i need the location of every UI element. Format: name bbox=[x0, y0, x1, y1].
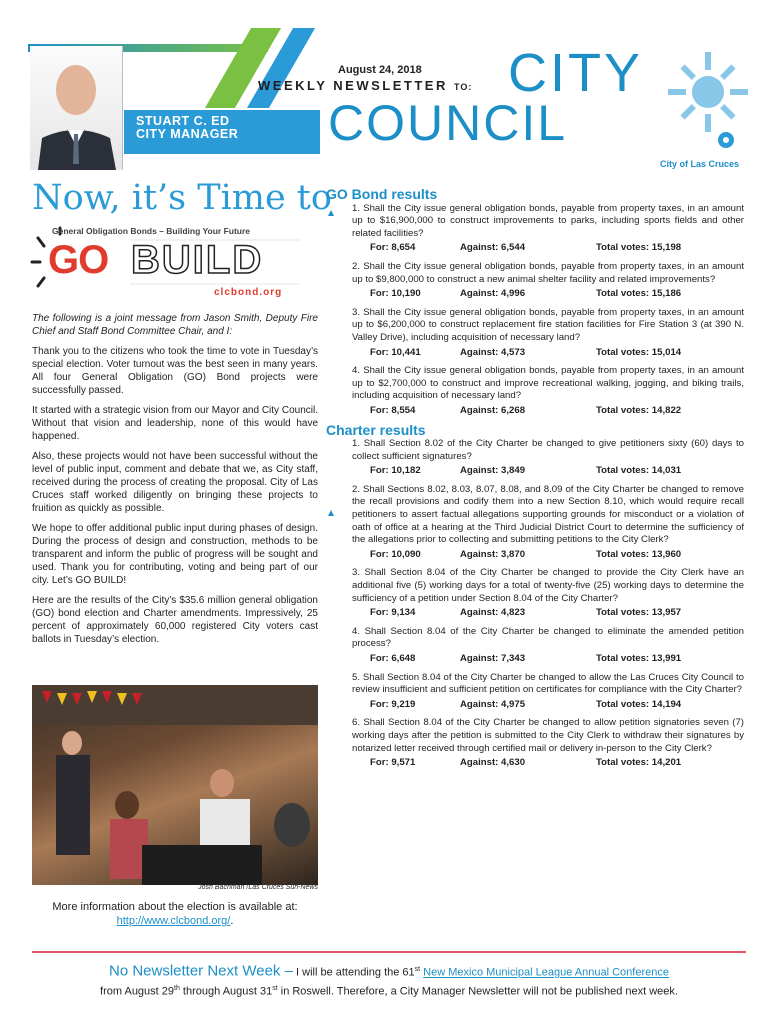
masthead-city: CITY bbox=[508, 43, 644, 103]
charter-section-title: Charter results bbox=[326, 421, 426, 438]
footer-sup: th bbox=[174, 984, 180, 992]
ballot-question: 2. Shall Sections 8.02, 8.03, 8.07, 8.08, and 8.09 of the City Charter be changed to remove the recall provisions and codify them into a new Section 8.10, which would require recall petitioners to assert factual allegations supporting grounds for misconduct or a violation of oath of office at a hearing at the Third Judicial District Court to determine the sufficiency of the allegations prior to collecting and submitting petitions to the City Clerk? bbox=[352, 483, 744, 546]
votes-total: Total votes: 15,186 bbox=[596, 288, 682, 300]
results-column bbox=[328, 188, 744, 776]
paragraph: Thank you to the citizens who took the time to vote in Tuesday’s special election. Voter turnout was the best seen in many years. All four General Obligation (GO) Bond projects were successfully passed. bbox=[32, 346, 318, 396]
footer-text: I will be attending the 61 bbox=[292, 966, 415, 979]
ballot-result bbox=[370, 347, 744, 360]
ballot-question: 5. Shall Section 8.04 of the City Charter be changed to allow the Las Cruces City Council to review insufficient and sufficient petition on certificates for compliance with the City Charter? bbox=[352, 671, 744, 696]
sun-logo-icon bbox=[668, 52, 748, 152]
votes-against: Against: 3,849 bbox=[460, 465, 526, 477]
ballot-question: 4. Shall the City issue general obligation bonds, payable from property taxes, in an amount up to $2,700,000 to construct and improve recreational walking, jogging, and biking trails, including acquisition of necessary land? bbox=[352, 365, 744, 402]
ballot-result bbox=[370, 699, 744, 712]
votes-total: Total votes: 14,822 bbox=[596, 404, 682, 416]
newsletter-weekly bbox=[258, 78, 472, 93]
votes-for: For: 9,571 bbox=[370, 757, 416, 769]
votes-against: Against: 6,268 bbox=[460, 404, 526, 416]
gobuild-build: BUILD bbox=[131, 238, 264, 282]
go-section-title: GO Bond results bbox=[326, 186, 438, 202]
ballot-question: 3. Shall Section 8.04 of the City Charter be changed to provide the City Clerk have an additional five (5) working days for a total of twenty-five (25) working days to determine the sufficiency of a petition under Section 8.04 of the City Charter? bbox=[352, 567, 744, 604]
votes-for: For: 9,134 bbox=[370, 607, 416, 619]
gobuild-url: clcbond.org bbox=[214, 287, 283, 298]
votes-total: Total votes: 14,201 bbox=[596, 757, 682, 769]
paragraph: It started with a strategic vision from our Mayor and City Council. Without that vision and leadership, none of this would have happened. bbox=[32, 405, 318, 442]
votes-against: Against: 4,975 bbox=[460, 698, 526, 710]
footer-text: through August 31 bbox=[179, 985, 273, 998]
city-of-las-cruces: City of Las Cruces bbox=[660, 159, 740, 169]
votes-for: For: 8,554 bbox=[370, 404, 416, 416]
footer-sup: st bbox=[414, 966, 421, 973]
footer-text: in Roswell. Therefore, a City Manager Newsletter will not be published next week. bbox=[277, 985, 678, 998]
footer-sup: st bbox=[272, 984, 278, 992]
votes-total: Total votes: 13,957 bbox=[596, 607, 682, 619]
ballot-question: 1. Shall the City issue general obligation bonds, payable from property taxes, in an amount up to $16,900,000 to construct improvements to parks, including sports fields and other related facilities? bbox=[352, 202, 744, 239]
ballot-result bbox=[370, 242, 744, 255]
charter-results-list bbox=[328, 438, 744, 770]
manager-title: CITY MANAGER bbox=[136, 127, 239, 141]
ballot-question: 6. Shall Section 8.04 of the City Charter be changed to allow petition signatories seven (7) working days after the petition is submitted to the City Clerk to withdraw their signatures by notarized letter received through certified mail or delivery in-person to the City Clerk? bbox=[352, 717, 744, 754]
more-info-text: More information about the election is available at: bbox=[52, 901, 298, 913]
ballot-question: 2. Shall the City issue general obligation bonds, payable from property taxes, in an amount up to $9,800,000 to construct a new animal shelter facility and related improvements? bbox=[352, 260, 744, 285]
footer bbox=[32, 962, 746, 999]
votes-total: Total votes: 13,991 bbox=[596, 653, 682, 664]
clcbond-link[interactable]: http://www.clcbond.org/ bbox=[116, 915, 231, 927]
votes-for: For: 10,090 bbox=[370, 548, 421, 560]
paragraph: We hope to offer additional public input during phases of design. During the process of design and construction, methods to be transparent and inform the public of progress will be sought and used. Thank you for contributing, voting and being part of our city. Let’s GO BUILD! bbox=[32, 523, 318, 586]
manager-name: STUART C. ED bbox=[136, 114, 230, 128]
ballot-question: 3. Shall the City issue general obligation bonds, payable from property taxes, in an amount up to $6,200,000 to construct replacement fire station facilities for Fire Station 3 (at 390 N. Valley Drive), including acquisition of necessary land? bbox=[352, 306, 744, 343]
ballot-result bbox=[370, 653, 744, 666]
ballot-result bbox=[370, 549, 744, 562]
manager-label bbox=[136, 115, 238, 141]
photo-caption: Josh Bachman /Las Cruces Sun-News bbox=[198, 884, 318, 891]
paragraph: Here are the results of the City’s $35.6 million general obligation (GO) bond election and Charter amendments. Impressively, 25 percent of approximately 60,000 registered City voters cast ballots in Tuesday’s election. bbox=[32, 595, 318, 645]
weekly-text: WEEKLY NEWSLETTER bbox=[258, 78, 448, 93]
footer-divider bbox=[32, 951, 746, 953]
votes-against: Against: 4,823 bbox=[460, 607, 526, 619]
votes-total: Total votes: 13,960 bbox=[596, 548, 682, 560]
votes-for: For: 9,219 bbox=[370, 698, 416, 710]
conference-link[interactable]: New Mexico Municipal League Annual Conference bbox=[423, 966, 669, 979]
manager-photo bbox=[30, 46, 123, 170]
votes-total: Total votes: 14,194 bbox=[596, 698, 682, 710]
ballot-result bbox=[370, 405, 744, 418]
footer-title: No Newsletter Next Week – bbox=[108, 962, 293, 980]
masthead-council: COUNCIL bbox=[328, 95, 568, 151]
votes-for: For: 10,182 bbox=[370, 465, 421, 477]
weekly-to: TO: bbox=[453, 82, 473, 92]
newsletter-date: August 24, 2018 bbox=[338, 64, 422, 76]
ballot-result bbox=[370, 465, 744, 478]
votes-for: For: 8,654 bbox=[370, 242, 416, 254]
event-photo bbox=[32, 685, 318, 885]
votes-against: Against: 4,996 bbox=[460, 288, 526, 300]
votes-for: For: 6,648 bbox=[370, 653, 416, 664]
ballot-question: 4. Shall Section 8.04 of the City Charter be changed to eliminate the amended petition process? bbox=[352, 625, 744, 650]
ballot-result bbox=[370, 288, 744, 301]
votes-total: Total votes: 14,031 bbox=[596, 465, 682, 477]
paragraph: Also, these projects would not have been successful without the level of public input, comment and debate that we, as City staff, received during the process of creating the proposal. City of Las Cruces staff worked diligently on bringing these projects to fruition as quickly as possible. bbox=[32, 451, 318, 514]
votes-total: Total votes: 15,198 bbox=[596, 242, 682, 254]
ballot-question: 1. Shall Section 8.02 of the City Charter be changed to give petitioners sixty (60) days to collect sufficient signatures? bbox=[352, 438, 744, 462]
more-info: More information about the election is available at: http://www.clcbond.org/. bbox=[52, 901, 298, 927]
left-column bbox=[32, 312, 318, 653]
votes-against: Against: 6,544 bbox=[460, 242, 526, 254]
ballot-result bbox=[370, 757, 744, 770]
gobuild-tagline: General Obligation Bonds – Building Your Future bbox=[52, 226, 251, 236]
votes-against: Against: 4,573 bbox=[460, 346, 526, 358]
votes-against: Against: 3,870 bbox=[460, 548, 526, 560]
votes-total: Total votes: 15,014 bbox=[596, 346, 682, 358]
votes-against: Against: 7,343 bbox=[460, 653, 526, 664]
ballot-result bbox=[370, 607, 744, 620]
intro-paragraph: The following is a joint message from Jason Smith, Deputy Fire Chief and Staff Bond Committee Chair, and I: bbox=[32, 313, 318, 337]
gobuild-go: GO bbox=[48, 238, 109, 282]
go-results-list bbox=[328, 203, 744, 418]
votes-against: Against: 4,630 bbox=[460, 757, 526, 769]
votes-for: For: 10,190 bbox=[370, 288, 421, 300]
headline: Now, it’s Time to bbox=[32, 178, 332, 218]
footer-text: from August 29 bbox=[100, 985, 175, 998]
votes-for: For: 10,441 bbox=[370, 346, 421, 358]
